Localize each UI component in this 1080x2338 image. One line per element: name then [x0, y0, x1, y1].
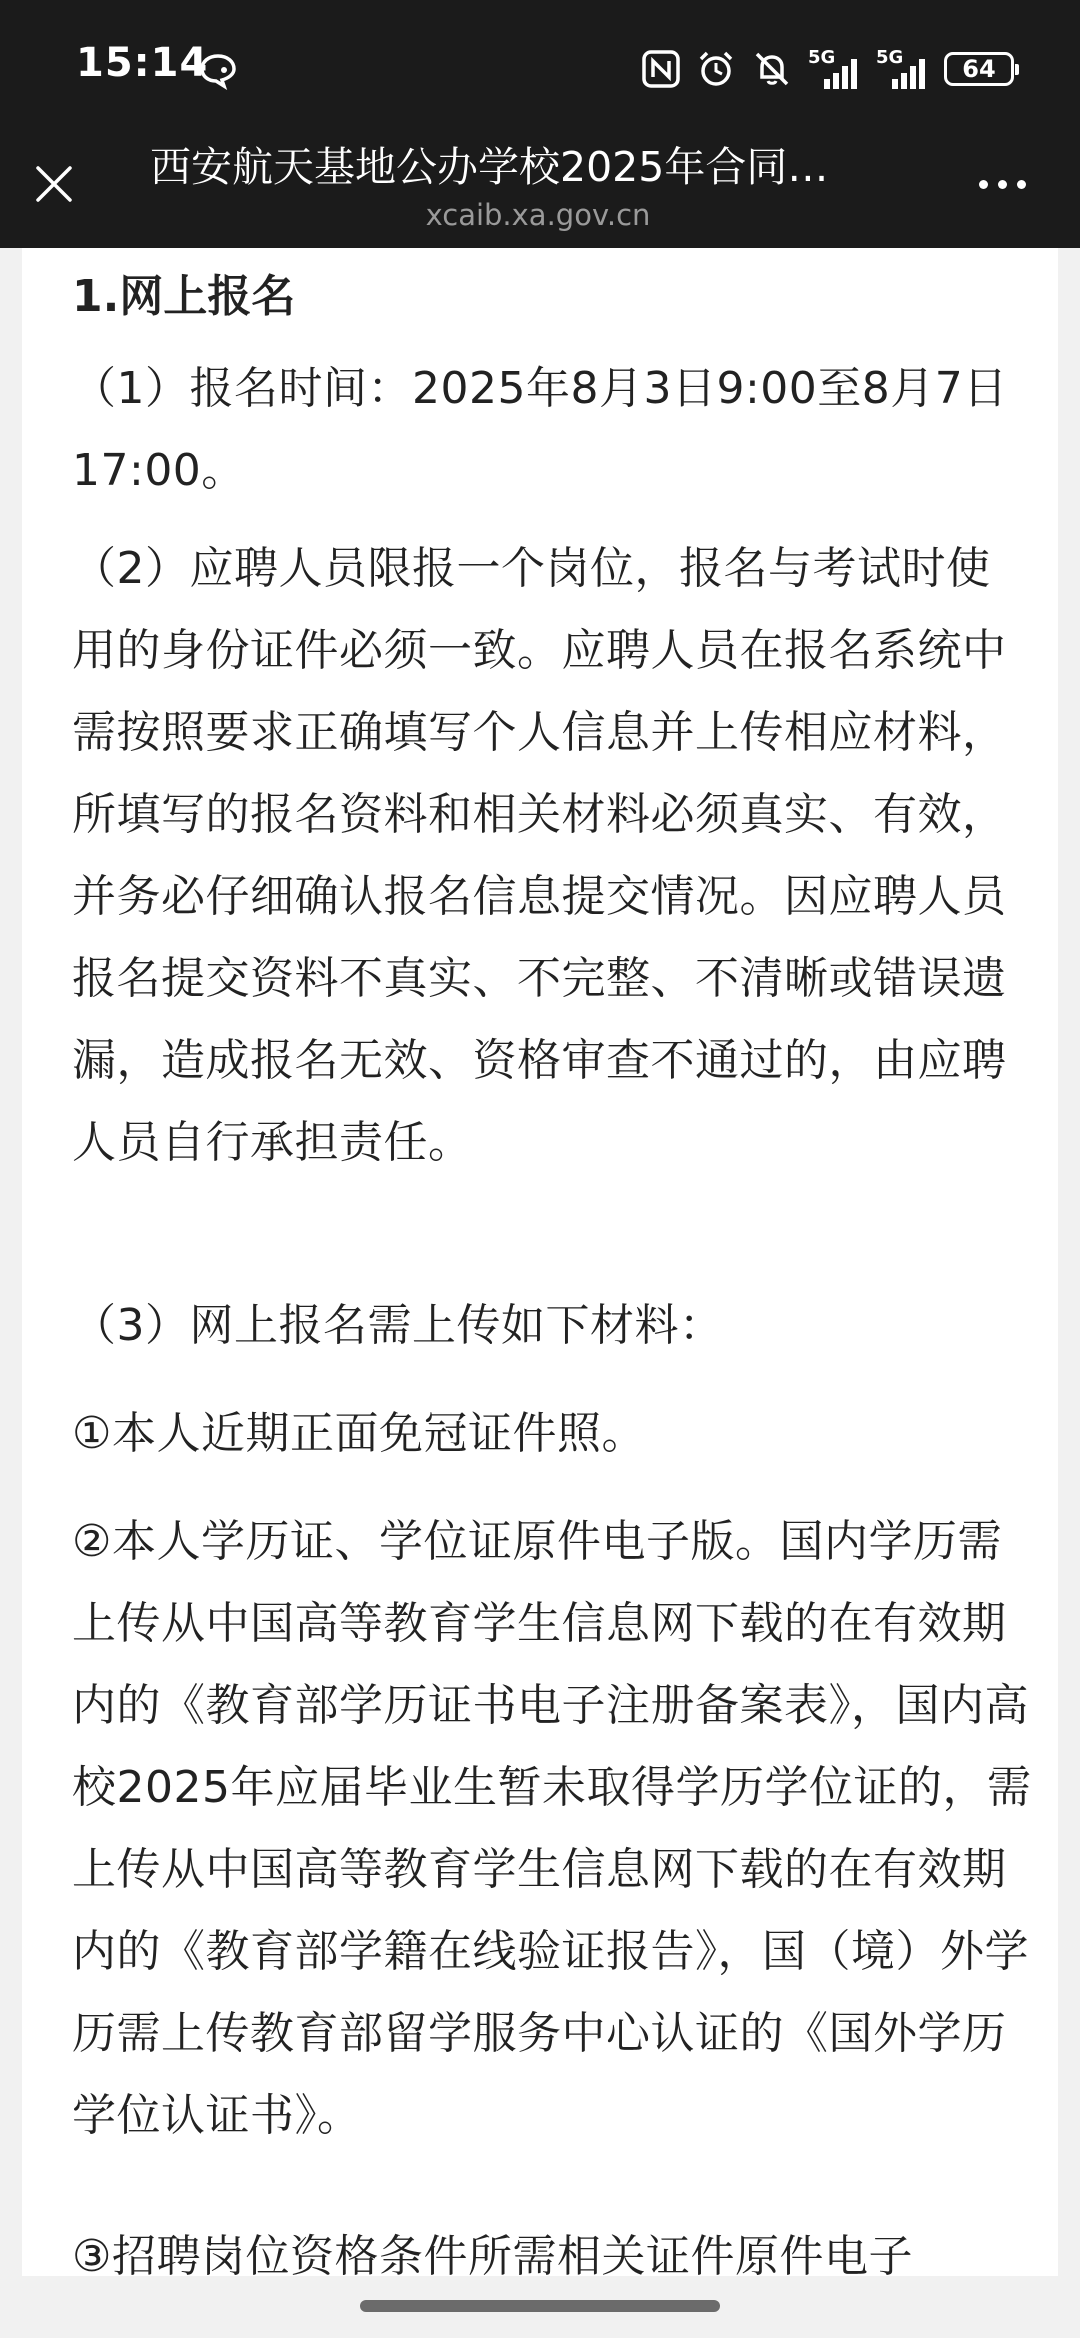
close-icon: [34, 164, 74, 204]
paragraph-registration-time: （1）报名时间：2025年8月3日9:00至8月7日17:00。: [72, 363, 1008, 496]
paragraph-item-degree: ②本人学历证、学位证原件电子版。国内学历需上传从中国高等教育学生信息网下载的在有效期内的《教育部学历证书电子注册备案表》，国内高校2025年应届毕业生暂未取得学历学位证的，需上传从中国高等教育学生信息网下载的在有效期内的《教育部学籍在线验证报告》，国（境）外学历需上传教育部留学服务中心认证的《国外学历学位认证书》。: [72, 1516, 1032, 2141]
alarm-icon: [696, 49, 736, 89]
more-icon-dot: [979, 180, 988, 189]
signal-5g-icon-1: [808, 49, 860, 89]
network-label-2: 5G: [876, 47, 904, 68]
bell-muted-icon: [752, 49, 792, 89]
signal-5g-icon-2: [876, 49, 928, 89]
paragraph-item-photo: ①本人近期正面免冠证件照。: [72, 1408, 646, 1459]
status-time: 15:14: [76, 40, 209, 86]
close-button[interactable]: [24, 154, 84, 214]
network-label-1: 5G: [808, 47, 836, 68]
battery-icon: [944, 52, 1014, 86]
top-bar: [0, 0, 1080, 248]
page-title: 西安航天基地公办学校2025年合同…: [150, 143, 829, 191]
more-options-button[interactable]: [972, 164, 1032, 204]
status-icons: [642, 44, 1014, 94]
more-icon-dot: [1017, 180, 1026, 189]
nfc-icon: [642, 50, 680, 88]
article-content[interactable]: [22, 248, 1058, 2276]
paragraph-item-certificates: ③招聘岗位资格条件所需相关证件原件电子: [72, 2231, 913, 2276]
more-icon-dot: [998, 180, 1007, 189]
paragraph-applicant-rules: （2）应聘人员限报一个岗位，报名与考试时使用的身份证件必须一致。应聘人员在报名系统中需按照要求正确填写个人信息并上传相应材料，所填写的报名资料和相关材料必须真实、有效，并务必仔细确认报名信息提交情况。因应聘人员报名提交资料不真实、不完整、不清晰或错误遗漏，造成报名无效、资格审查不通过的，由应聘人员自行承担责任。: [72, 543, 1007, 1168]
paragraph-upload-materials: （3）网上报名需上传如下材料：: [72, 1300, 724, 1351]
home-indicator[interactable]: [360, 2300, 720, 2312]
chat-bubble-icon: [198, 50, 238, 90]
page-url: xcaib.xa.gov.cn: [425, 198, 651, 232]
section-heading: 1.网上报名: [72, 271, 296, 322]
battery-level: 64: [962, 55, 996, 83]
